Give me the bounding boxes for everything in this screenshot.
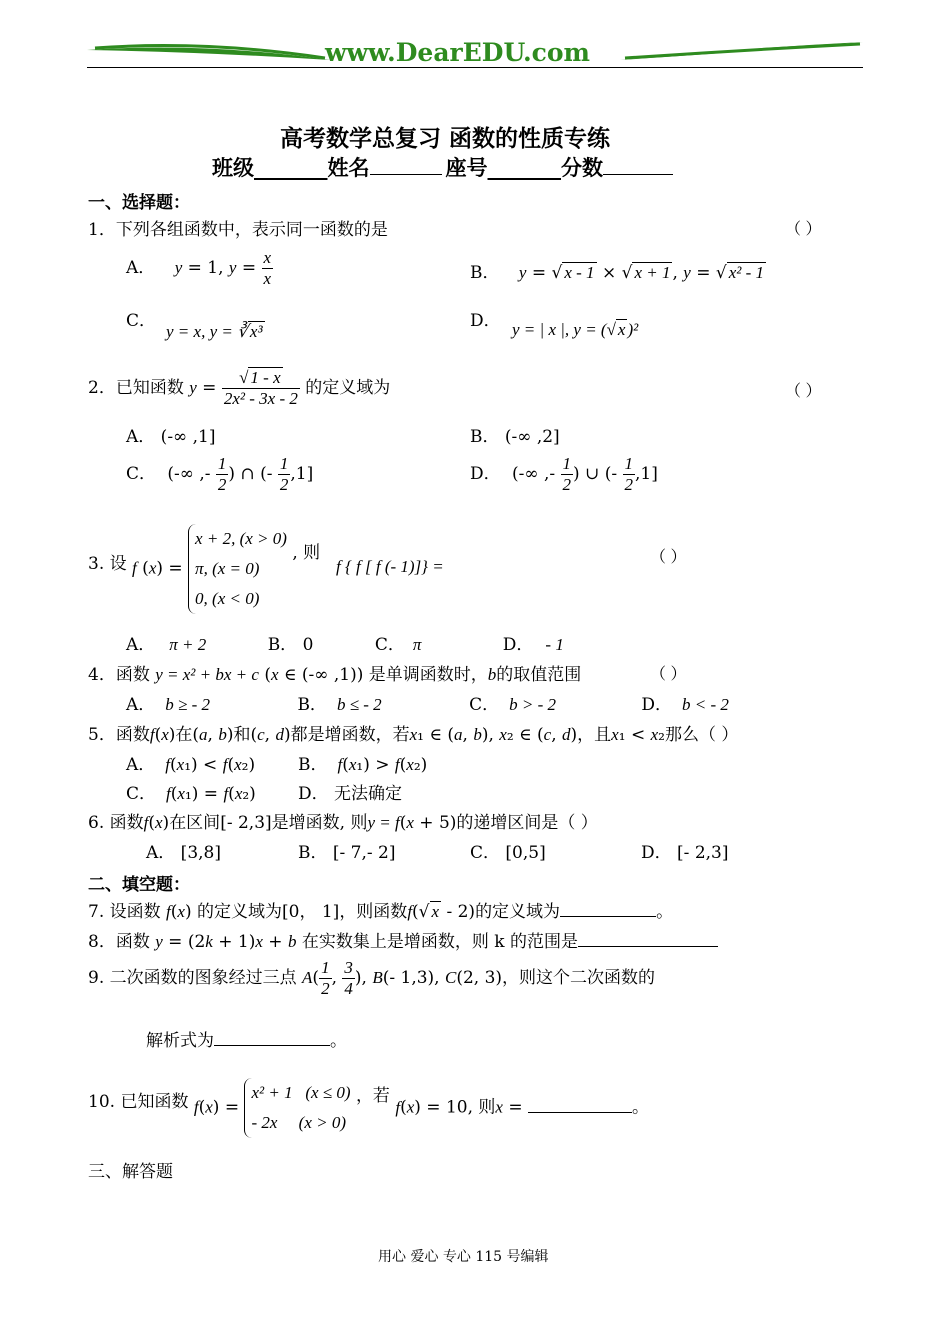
seat-label: 座号 bbox=[445, 155, 488, 180]
q3-stem: 3. 设 f (x) = x + 2, (x > 0) π, (x = 0) 0, (x < 0) , 则 bbox=[88, 524, 320, 614]
q9-line2: 解析式为 。 bbox=[146, 1031, 347, 1051]
q3-options: A． π + 2 B． 0 C． π D． - 1 bbox=[126, 635, 564, 655]
class-label: 班级 bbox=[212, 155, 254, 180]
score-blank[interactable] bbox=[603, 174, 673, 175]
q9-blank[interactable] bbox=[214, 1045, 330, 1046]
q8-stem: 8．函数 y = (2k + 1)x + b 在实数集上是增函数，则 k 的范围是 bbox=[88, 927, 718, 952]
q6-option-a: A． [3,8] bbox=[146, 843, 221, 863]
q2-option-c: C． (-∞ ,- $\frac{1}{2}$ ) ∩ (- $\frac{1}{2}$ ,1] bbox=[126, 454, 314, 494]
q5-option-c: C． f(x₁) = f(x₂) bbox=[126, 784, 256, 804]
q2-paren[interactable]: （ ） bbox=[785, 383, 822, 400]
q10-stem: 10. 已知函数 f(x) = x² + 1 (x ≤ 0) - 2x (x > 0) ，若 f(x) = 10, 则x = 。 bbox=[88, 1078, 649, 1138]
q5-option-a: A． f(x₁) < f(x₂) bbox=[126, 755, 256, 775]
q8-blank[interactable] bbox=[578, 946, 718, 947]
class-blank[interactable]: _______ bbox=[254, 155, 328, 180]
q4-paren[interactable]: （ ） bbox=[650, 666, 687, 683]
q4-options: A． b ≥ - 2 B． b ≤ - 2 C． b > - 2 D． b < - 2 bbox=[126, 695, 729, 715]
q1-option-c: C． bbox=[126, 311, 157, 331]
score-label: 分数 bbox=[561, 155, 603, 180]
header-rule bbox=[87, 67, 863, 68]
q2-option-a: A． (-∞ ,1] bbox=[126, 427, 216, 447]
name-blank[interactable] bbox=[370, 174, 442, 175]
q1-paren[interactable]: （ ） bbox=[785, 221, 822, 238]
logo-text[interactable]: www.DearEDU.com bbox=[325, 38, 591, 67]
q3-expr: f { f [ f (- 1)]} = bbox=[336, 557, 444, 576]
q2-option-b: B． (-∞ ,2] bbox=[470, 427, 560, 447]
q9-stem: 9. 二次函数的图象经过三点 A( $\frac{1}{2}$ , $\frac{3}{4}$ ), B(- 1,3), C(2, 3)，则这个二次函数的 bbox=[88, 958, 656, 998]
section-answer: 三、解答题 bbox=[88, 1162, 173, 1182]
q1-option-d-expr: y = | x |, y = (√ x )² bbox=[512, 320, 639, 339]
q6-stem: 6. 函数f(x)在区间[- 2,3]是增函数, 则y = f(x + 5)的递增区间是（ ） bbox=[88, 813, 598, 833]
q1-stem: 1．下列各组函数中，表示同一函数的是 bbox=[88, 220, 388, 240]
q7-stem: 7. 设函数 f(x) 的定义域为[0， 1]，则函数f(√ x - 2)的定义域为 。 bbox=[88, 902, 674, 922]
footer-text: 用心 爱心 专心 115 号编辑 bbox=[378, 1249, 549, 1265]
q7-blank[interactable] bbox=[560, 916, 656, 917]
q2-option-d: D． (-∞ ,- $\frac{1}{2}$ ) ∪ (- $\frac{1}{2}$ ,1] bbox=[470, 454, 658, 494]
q1-option-b: B． y = √ x - 1 × √ x + 1 , y = √ x² - 1 bbox=[470, 263, 765, 283]
page-title: 高考数学总复习 函数的性质专练 bbox=[280, 125, 611, 152]
q1-option-c-expr: y = x, y = ∛ x³ bbox=[166, 322, 263, 341]
q3-paren[interactable]: （ ） bbox=[650, 549, 687, 566]
q6-option-c: C． [0,5] bbox=[470, 843, 546, 863]
q10-blank[interactable] bbox=[528, 1112, 632, 1113]
section-choice: 一、选择题： bbox=[88, 193, 190, 213]
q5-option-b: B． f(x₁) > f(x₂) bbox=[298, 755, 428, 775]
q2-stem: 2．已知函数 y = $\frac{√ 1 - x}{\text{2x² - 3x - 2}}$ 的定义域为 bbox=[88, 368, 391, 408]
q1-option-d: D． bbox=[470, 311, 501, 331]
name-label: 姓名 bbox=[327, 155, 370, 180]
q5-option-d: D． 无法确定 bbox=[298, 784, 403, 804]
q4-stem: 4．函数 y = x² + bx + c (x ∈ (-∞ ,1)) 是单调函数时，b的取值范围 bbox=[88, 665, 582, 685]
q6-option-b: B． [- 7,- 2] bbox=[298, 843, 396, 863]
section-fill: 二、填空题： bbox=[88, 875, 190, 895]
q6-option-d: D． [- 2,3] bbox=[641, 843, 729, 863]
q5-stem: 5．函数f(x)在(a, b)和(c, d)都是增函数，若x₁ ∈ (a, b), x₂ ∈ (c, d)，且x₁ < x₂那么（ ） bbox=[88, 725, 739, 745]
seat-blank[interactable]: _______ bbox=[487, 155, 561, 180]
q1-option-a: A． y = 1, y = $\frac{x}{x}$ bbox=[126, 248, 272, 288]
info-line bbox=[212, 152, 673, 182]
